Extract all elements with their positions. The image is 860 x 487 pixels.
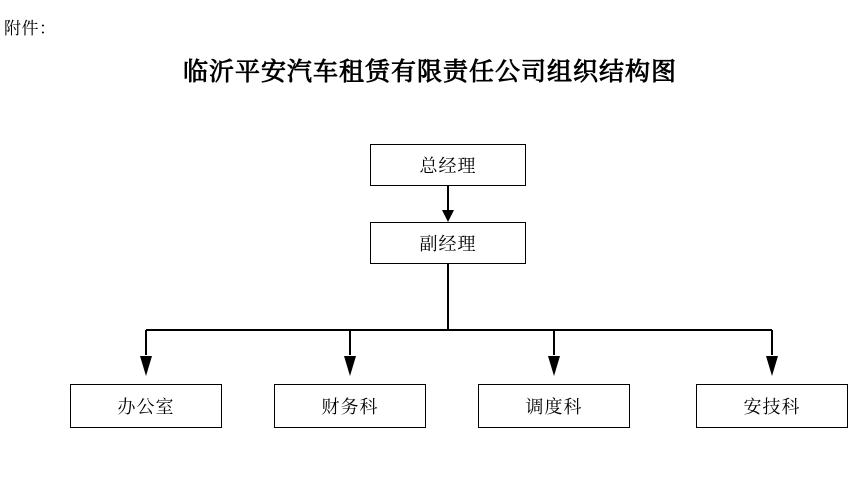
org-node-label: 财务科 [321, 397, 379, 418]
org-node-label: 总经理 [419, 156, 477, 177]
org-node-label: 安技科 [743, 397, 801, 418]
org-node-deputy-manager[interactable] [370, 222, 526, 264]
org-node-office[interactable] [70, 384, 222, 428]
org-node-dispatch[interactable] [478, 384, 630, 428]
org-node-general-manager[interactable] [370, 144, 526, 186]
org-node-label: 办公室 [117, 397, 175, 418]
org-node-label: 调度科 [525, 397, 583, 418]
page-title: 临沂平安汽车租赁有限责任公司组织结构图 [182, 57, 677, 86]
org-node-safety-tech[interactable] [696, 384, 848, 428]
attachment-label: 附件： [4, 19, 57, 39]
org-node-label: 副经理 [419, 234, 477, 255]
org-node-finance[interactable] [274, 384, 426, 428]
